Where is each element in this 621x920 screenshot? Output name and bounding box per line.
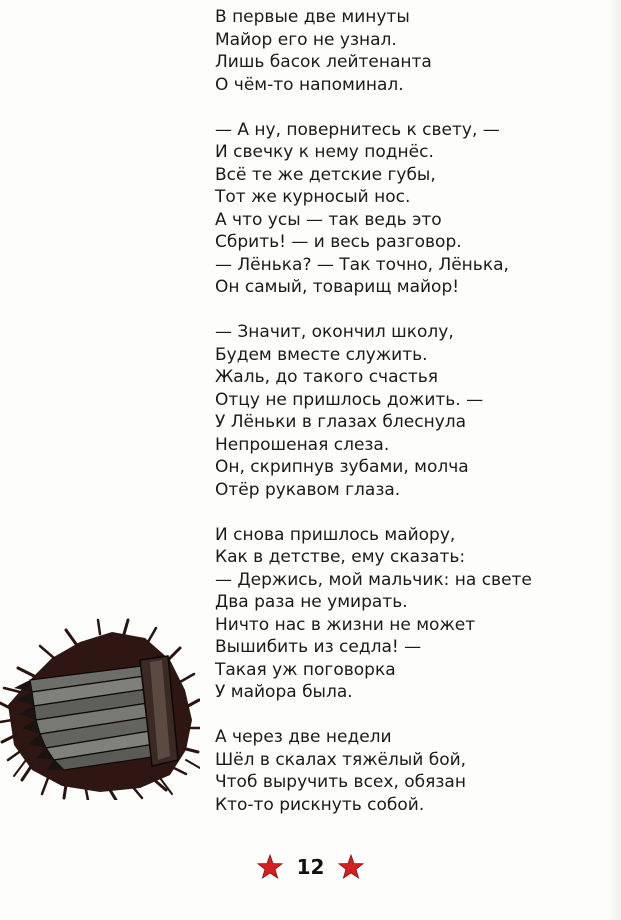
- poem-line: — Значит, окончил школу,: [215, 322, 454, 342]
- poem-line: У Лёньки в глазах блеснула: [215, 412, 467, 432]
- poem-line: Жаль, до такого счастья: [215, 367, 439, 387]
- poem-line: В первые две минуты: [215, 7, 410, 27]
- bullets-icon: [0, 610, 200, 800]
- poem-line: Он самый, товарищ майор!: [215, 277, 460, 297]
- page-number: 12: [296, 855, 325, 879]
- poem-line: Отёр рукавом глаза.: [215, 479, 401, 500]
- poem-line: Лишь басок лейтенанта: [215, 52, 432, 72]
- stanza-2: [215, 119, 545, 299]
- poem-line: Чтоб выручить всех, обязан: [215, 772, 466, 792]
- poem-line: Как в детстве, ему сказать:: [215, 547, 466, 567]
- poem-line: Такая уж поговорка: [215, 659, 396, 680]
- red-star-icon: [338, 854, 364, 880]
- poem-line: Непрошеная слеза.: [215, 434, 390, 455]
- stanza-5: [215, 726, 545, 816]
- poem-line: О чём-то напоминал.: [215, 74, 404, 95]
- poem-line: Он, скрипнув зубами, молча: [215, 457, 469, 477]
- poem-line: — Лёнька? — Так точно, Лёнька,: [215, 254, 509, 275]
- page-footer: [0, 852, 621, 882]
- stanza-3: [215, 321, 545, 501]
- poem-line: Кто-то рискнуть собой.: [215, 794, 425, 815]
- poem-line: И снова пришлось майору,: [215, 524, 456, 545]
- stanza-4: [215, 524, 545, 704]
- poem-line: Тот же курносый нос.: [215, 187, 411, 207]
- poem-line: У майора была.: [215, 682, 353, 702]
- poem-line: Шёл в скалах тяжёлый бой,: [215, 749, 467, 770]
- poem-line: Отцу не пришлось дожить. —: [215, 389, 484, 410]
- red-star-icon: [257, 854, 283, 880]
- poem-line: И свечку к нему поднёс.: [215, 142, 434, 162]
- poem-line: А через две недели: [215, 727, 392, 747]
- poem-line: Два раза не умирать.: [215, 592, 408, 612]
- poem-line: Вышибить из седла! —: [215, 637, 422, 657]
- poem-line: Ничто нас в жизни не может: [215, 614, 476, 635]
- poem-text: [215, 6, 545, 839]
- poem-line: А что усы — так ведь это: [215, 209, 442, 230]
- poem-line: — А ну, повернитесь к свету, —: [215, 119, 500, 140]
- poem-line: — Держись, мой мальчик: на свете: [215, 569, 532, 590]
- poem-line: Всё те же детские губы,: [215, 164, 436, 185]
- stanza-1: [215, 6, 545, 96]
- poem-line: Будем вместе служить.: [215, 344, 428, 365]
- poem-line: Сбрить! — и весь разговор.: [215, 232, 462, 252]
- poem-line: Майор его не узнал.: [215, 29, 397, 50]
- bullets-cartridges-illustration: [0, 610, 200, 800]
